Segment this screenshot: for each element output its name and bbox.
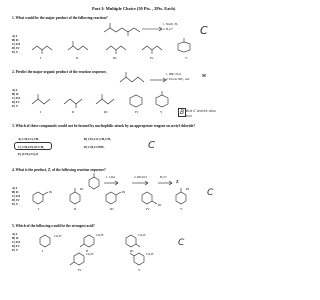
q4-label-i: Ph (49, 190, 53, 194)
q1-handwritten-answer: C (200, 24, 208, 37)
q1-choice-a[interactable]: A) I (12, 34, 18, 38)
q4-choice-a[interactable]: A) I (12, 186, 18, 190)
q4-product-structures (30, 189, 210, 205)
q2-product-structures (30, 92, 180, 108)
q4-step-2: 2. PhCOCl (134, 175, 148, 179)
q2-handwritten-answer: B (180, 109, 185, 116)
q2-roman-1: I (40, 110, 42, 114)
q4-choice-e[interactable]: E) V (12, 202, 19, 207)
q1-roman-3: III (113, 56, 117, 60)
q1-reagent-2: 2. H₃O⁺ (163, 27, 173, 31)
q1-choice-e[interactable]: E) V (12, 50, 19, 55)
q2-reagent-mark: M (202, 73, 206, 78)
q4-step-1: 1. LDA (106, 175, 116, 179)
q2-roman-3: III (104, 110, 108, 114)
q5-label-iv: CO₂H (86, 252, 94, 256)
q2-reagent-2: 2. Excess NH₃, and (166, 77, 190, 81)
q3-choice-e[interactable]: E) (CH₃CO)₂O (18, 152, 39, 156)
q4-roman-1: I (38, 207, 40, 211)
q1-choice-d[interactable]: D) IV (12, 46, 20, 51)
q2-choice-d[interactable]: D) IV (12, 100, 20, 105)
q4-label-iv: Ph (158, 203, 162, 207)
q5-roman-3: III (130, 249, 134, 253)
question-3-text: 3. Which of these compounds would not be formed by nucleophilic attack by an appropriate reagent on acetyl chloride? (12, 124, 195, 128)
q2-choice-a[interactable]: A) I (12, 88, 18, 92)
q5-roman-2: II (86, 249, 89, 253)
q1-choice-b[interactable]: B) II (12, 38, 19, 43)
q2-roman-5: V (160, 110, 163, 114)
q5-label-iii: CO₂H (138, 233, 146, 237)
q5-label-v: CO₂H (146, 252, 154, 256)
q4-step-3: H₃O⁺ (160, 175, 167, 179)
q2-reagent-1: 1. HBr, H₂O (166, 72, 181, 76)
q5-choice-b[interactable]: B) II (12, 236, 19, 241)
q4-choice-b[interactable]: B) II (12, 190, 19, 195)
q4-roman-4: IV (146, 207, 150, 211)
q2-choice-c[interactable]: C) III (12, 96, 20, 101)
q4-choice-c[interactable]: C) III (12, 194, 20, 199)
q1-roman-4: IV (150, 56, 154, 60)
q1-roman-1: I (40, 56, 42, 60)
q4-product-label: Z (176, 179, 179, 184)
q4-handwritten-answer: C (207, 188, 214, 198)
q5-handwritten-answer: C (178, 238, 185, 248)
page-title: Part I: Multiple Choice (50 Pts. , 2Pts. Each) (92, 6, 176, 11)
q5-choice-d[interactable]: D) IV (12, 244, 20, 249)
q4-arrow-1 (104, 180, 120, 186)
question-2-text: 2. Predict the major organic product of the reaction sequence, (12, 70, 107, 74)
q5-choice-e[interactable]: E) V (12, 248, 19, 253)
q1-reaction-arrow (142, 26, 164, 32)
q2-roman-2: II (72, 110, 75, 114)
q4-label-iii: Ph (122, 190, 126, 194)
q2-roman-4: IV (135, 110, 139, 114)
q3-choices-right (84, 136, 111, 151)
q4-choices (12, 186, 20, 206)
q3-handwritten-answer: C (148, 140, 155, 151)
question-5-text: 5. Which of the following would be the strongest acid? (12, 224, 95, 228)
q4-choice-d[interactable]: D) IV (12, 198, 20, 203)
q2-handwritten-note: But C works also too (186, 109, 216, 118)
q1-choice-c[interactable]: C) III (12, 42, 20, 47)
q2-choice-b[interactable]: B) II (12, 92, 19, 97)
q2-choices (12, 88, 20, 108)
q1-reagent-1: 1. NaOC₂H₅ (163, 22, 178, 26)
q1-choices (12, 34, 20, 54)
question-1-text: 1. What would be the major product of the following reaction? (12, 16, 108, 20)
q1-roman-5: V (185, 56, 188, 60)
q2-choice-e[interactable]: E) V (12, 104, 19, 109)
q5-label-i: CO₂H (54, 234, 62, 238)
q3-choice-a[interactable]: A) CH₃CO₂CH₃ (18, 137, 40, 141)
q1-roman-2: II (76, 56, 79, 60)
q5-label-ii: CO₂H (96, 233, 104, 237)
q4-roman-3: III (110, 207, 114, 211)
q5-roman-5: V (138, 268, 141, 272)
q4-roman-2: II (74, 207, 77, 211)
q4-arrow-3 (158, 180, 174, 186)
q3-choice-b[interactable]: B) CH₃CO₂CH₂CH₃ (84, 137, 111, 141)
q5-choice-c[interactable]: C) III (12, 240, 20, 245)
q3-choice-d[interactable]: D) CH₃CONH₂ (84, 144, 105, 149)
q3-choice-c[interactable]: C) CH₃CH₂OCCH₃ (18, 144, 45, 149)
question-4-text: 4. What is the product, Z, of the following reaction sequence? (12, 168, 106, 172)
q4-arrow-2 (132, 180, 150, 186)
q3-answer-circle (14, 142, 52, 150)
q1-product-structures (30, 40, 200, 54)
q5-choice-a[interactable]: A) I (12, 232, 18, 236)
q2-reactant-structure (118, 72, 154, 86)
q4-label-v: Ph (186, 187, 190, 191)
q4-label-ii: Ph (80, 187, 84, 191)
q5-choices (12, 232, 20, 252)
q5-roman-1: I (42, 249, 44, 253)
q4-reactant-structure (86, 175, 102, 189)
q4-roman-5: V (180, 207, 183, 211)
q5-roman-4: IV (78, 268, 82, 272)
